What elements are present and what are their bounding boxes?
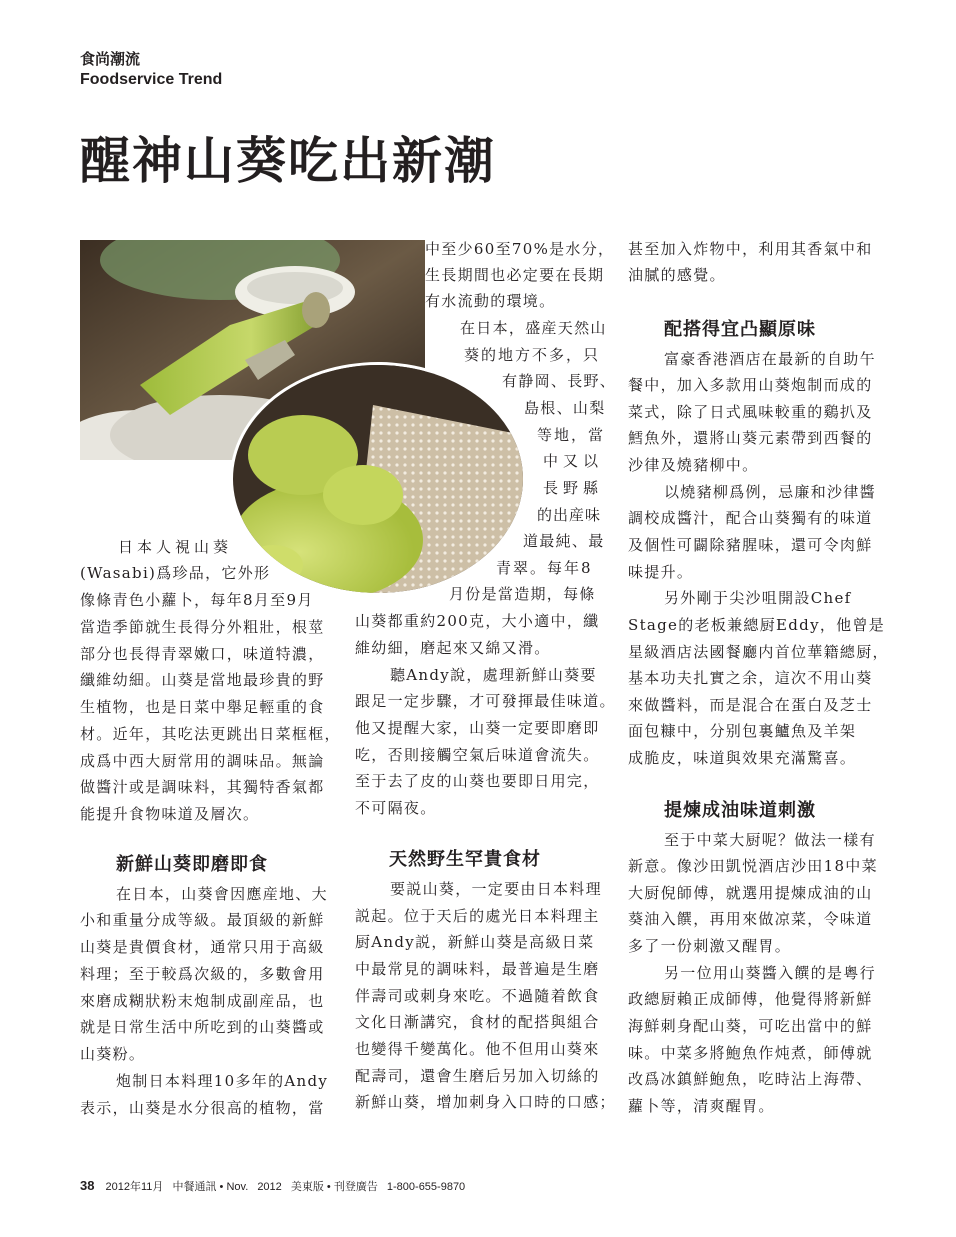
col2-line: 跟足一定步驟，才可發揮最佳味道。: [355, 692, 616, 710]
col2-line: 在日本，盛産天然山: [460, 319, 607, 337]
col1-line: 料理；至于較爲次級的，多數會用: [80, 965, 325, 983]
col2-line: 青翠。每年8: [496, 559, 593, 577]
col2-line: 有水流動的環境。: [425, 292, 556, 310]
subheading: 配搭得宜凸顯原味: [664, 319, 816, 340]
col2-line: 文化日漸講究，食材的配搭與組合: [355, 1013, 600, 1031]
section-label-en: Foodservice Trend: [80, 71, 223, 88]
col3-line: 調校成醬汁，配合山葵獨有的味道: [628, 509, 873, 527]
col3-line: 葵油入饌，再用來做凉菜，令味道: [628, 910, 873, 928]
col2-line: 維幼細，磨起來又綿又滑。: [355, 639, 551, 657]
col1-line: (Wasabi)爲珍品，它外形: [80, 564, 271, 582]
footer-date: 2012年11月: [105, 1181, 164, 1193]
col1-line: 小和重量分成等級。最頂級的新鮮: [80, 911, 325, 929]
col3-line: 以燒豬柳爲例，忌廉和沙律醬: [664, 483, 876, 501]
footer-edition: 美東版 • 刊登廣告: [290, 1181, 378, 1193]
col3-line: 富豪香港酒店在最新的自助午: [664, 350, 876, 368]
col3-line: Stage的老板兼總厨Eddy，他曾是: [628, 616, 886, 634]
col3-line: 另外剛于尖沙咀開設Chef: [664, 589, 852, 607]
col3-line: 面包糠中，分别包裏鱸魚及羊架: [628, 722, 857, 740]
col1-line: 日本人視山葵: [118, 538, 233, 556]
col2-line: 配壽司，還會生磨后另加入切絲的: [355, 1067, 600, 1085]
col1-line: 材。近年，其吃法更跳出日菜框框，: [80, 725, 341, 743]
col2-line: 生長期間也必定要在長期: [425, 266, 605, 284]
col2-line: 中又以: [543, 452, 604, 470]
col1-line: 做醬汁或是調味料，其獨特香氣都: [80, 778, 325, 796]
col1-line: 纖維幼細。山葵是當地最珍貴的野: [80, 671, 325, 689]
col2-line: 他又提醒大家，山葵一定要即磨即: [355, 719, 600, 737]
col2-line: 伴壽司或刺身來吃。不過隨着飲食: [355, 987, 600, 1005]
col3-line: 味提升。: [628, 563, 694, 581]
col1-line: 山葵粉。: [80, 1045, 146, 1063]
col2-line: 中至少60至70%是水分，: [425, 240, 615, 258]
col3-line: 新意。像沙田凱悦酒店沙田18中菜: [628, 857, 878, 875]
col3-line: 至于中菜大厨呢？做法一樣有: [664, 831, 876, 849]
col2-line: 葵的地方不多，只: [464, 346, 601, 364]
col2-line: 要説山葵，一定要由日本料理: [390, 880, 602, 898]
col1-line: 在日本，山葵會因應産地、大: [116, 885, 328, 903]
col2-line: 不可隔夜。: [355, 799, 437, 817]
col2-line: 的出産味: [537, 506, 602, 524]
col3-line: 改爲冰鎮鮮鮑魚，吃時沾上海帶、: [628, 1070, 873, 1088]
col1-line: 表示，山葵是水分很高的植物，當: [80, 1099, 325, 1117]
col3-line: 甚至加入炸物中，利用其香氣中和: [628, 240, 873, 258]
col2-line: 吃，否則接觸空氣后味道會流失。: [355, 746, 600, 764]
col2-line: 厨Andy説，新鮮山葵是高級日菜: [355, 933, 595, 951]
col1-line: 能提升食物味道及層次。: [80, 805, 260, 823]
col2-line: 也變得千變萬化。他不但用山葵來: [355, 1040, 600, 1058]
footer-year: 2012: [257, 1181, 282, 1193]
col3-line: 海鮮刺身配山葵，可吃出當中的鮮: [628, 1017, 873, 1035]
col2-line: 至于去了皮的山葵也要即日用完，: [355, 772, 600, 790]
col1-line: 就是日常生活中所吃到的山葵醬或: [80, 1018, 325, 1036]
col3-line: 基本功夫扎實之余，這次不用山葵: [628, 669, 873, 687]
col1-line: 部分也長得青翠嫩口，味道特濃，: [80, 645, 325, 663]
col3-line: 多了一份刺激又醒胃。: [628, 937, 792, 955]
col2-line: 新鮮山葵，增加刺身入口時的口感；: [355, 1093, 616, 1111]
col1-line: 當造季節就生長得分外粗壯，根莖: [80, 618, 325, 636]
footer-phone: 1-800-655-9870: [386, 1181, 466, 1193]
col3-line: 來做醬料，而是混合在蛋白及芝士: [628, 696, 873, 714]
col1-line: 炮制日本料理10多年的Andy: [116, 1072, 329, 1090]
col3-line: 另一位用山葵醬入饌的是粵行: [664, 964, 876, 982]
col2-line: 月份是當造期，每條: [449, 585, 596, 603]
page-footer: [80, 1178, 471, 1195]
col2-line: 山葵都重約200克，大小適中，纖: [355, 612, 600, 630]
col2-line: 島根、山梨: [524, 399, 606, 417]
subheading: 新鮮山葵即磨即食: [116, 854, 268, 875]
col1-line: 像條青色小蘿卜，每年8月至9月: [80, 591, 314, 609]
col3-line: 菜式，除了日式風味較重的鷄扒及: [628, 403, 873, 421]
footer-publication: 中餐通訊 • Nov.: [172, 1181, 249, 1193]
col2-line: 道最純、最: [523, 532, 605, 550]
col3-line: 鱈魚外，還將山葵元素帶到西餐的: [628, 429, 873, 447]
col3-line: 星級酒店法國餐廳内首位華籍總厨，: [628, 643, 889, 661]
col3-line: 沙律及燒豬柳中。: [628, 456, 759, 474]
col2-line: 長野縣: [543, 479, 604, 497]
col2-line: 中最常見的調味料，最普遍是生磨: [355, 960, 600, 978]
page-number: 38: [80, 1178, 95, 1193]
col3-line: 味。中菜多將鮑魚作炖煮，師傅就: [628, 1044, 873, 1062]
col3-line: 大厨倪師傅，就選用提煉成油的山: [628, 884, 873, 902]
col1-line: 成爲中西大厨常用的調味品。無論: [80, 752, 325, 770]
col3-line: 蘿卜等，清爽醒胃。: [628, 1097, 775, 1115]
col2-line: 有静岡、長野、: [502, 372, 617, 390]
section-label-zh: 食尚潮流: [80, 50, 141, 68]
col3-line: 餐中，加入多款用山葵炮制而成的: [628, 376, 873, 394]
col1-line: 山葵是貴價食材，通常只用于高級: [80, 938, 325, 956]
grated-wasabi-photo: [230, 362, 526, 596]
col2-line: 等地，當: [537, 426, 606, 444]
col3-line: 成脆皮，味道與效果充滿驚喜。: [628, 749, 857, 767]
col1-line: 來磨成糊狀粉末炮制成副産品，也: [80, 992, 325, 1010]
subheading: 提煉成油味道刺激: [664, 800, 816, 821]
col3-line: 油膩的感覺。: [628, 266, 726, 284]
col2-line: 説起。位于天后的處光日本料理主: [355, 907, 600, 925]
col2-line: 聽Andy說，處理新鮮山葵要: [390, 666, 597, 684]
col1-line: 生植物，也是日菜中舉足輕重的食: [80, 698, 325, 716]
col3-line: 及個性可闢除豬腥味，還可令肉鮮: [628, 536, 873, 554]
col3-line: 政總厨賴正成師傅，他覺得將新鮮: [628, 990, 873, 1008]
article-title: 醒神山葵吃出新潮: [80, 131, 496, 190]
subheading: 天然野生罕貴食材: [389, 849, 541, 870]
